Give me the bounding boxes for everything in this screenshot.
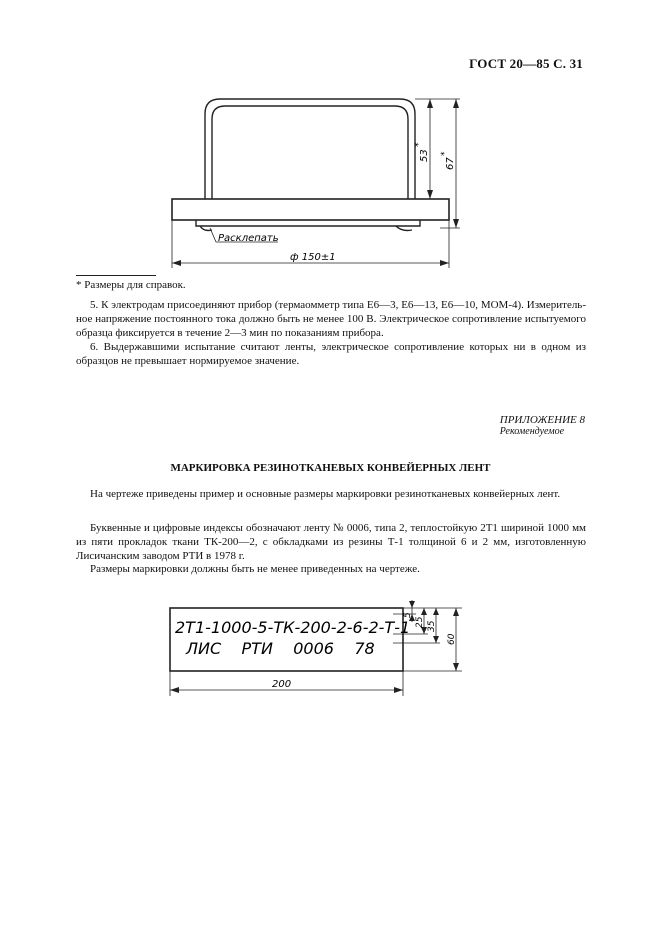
- paragraph-6: [76, 340, 586, 368]
- marking-line-2: ЛИС РТИ 0006 78: [186, 639, 375, 658]
- paragraph-5: [76, 298, 586, 340]
- appendix-title: ПРИЛОЖЕНИЕ 8: [499, 414, 585, 426]
- section-title: МАРКИРОВКА РЕЗИНОТКАНЕВЫХ КОНВЕЙЕРНЫХ ЛЕНТ: [170, 462, 491, 474]
- footnote: * Размеры для справок.: [76, 279, 186, 291]
- sizes-text: Размеры маркировки должны быть не менее приведенных на чертеже.: [90, 563, 420, 575]
- dim-35-label: 35: [427, 620, 437, 632]
- rivet-label: Расклепать: [218, 233, 279, 244]
- dim-60-label: 60: [447, 633, 457, 645]
- intro-paragraph: [76, 487, 586, 501]
- dim-25-label: 25: [415, 616, 425, 628]
- dim-67-label: 67: [445, 157, 456, 170]
- appendix-subtitle: Рекомендуемое: [499, 426, 565, 437]
- diameter-label: ф 150±1: [290, 252, 336, 263]
- footnote-divider: [76, 275, 156, 276]
- dim-53-star: *: [414, 142, 424, 147]
- indices-paragraph: [76, 521, 586, 563]
- electrode-drawing: [0, 0, 661, 290]
- sizes-paragraph: [76, 562, 586, 576]
- appendix-label: [500, 414, 585, 437]
- dim-53-label: 53: [419, 149, 430, 162]
- page-header: ГОСТ 20—85 С. 31: [469, 56, 583, 71]
- marking-drawing: [0, 590, 661, 700]
- dim-200-label: 200: [272, 679, 292, 690]
- marking-line-1: 2Т1-1000-5-ТК-200-2-6-2-Т-1: [175, 618, 411, 637]
- intro-text: На чертеже приведены пример и основные размеры маркировки резинотканевых конвейерных лент.: [90, 488, 561, 500]
- indices-text: Буквенные и цифровые индексы обозначают ленту № 0006, типа 2, теплостойкую 2Т1 шириной 1000 мм из пяти прокладок ткани ТК-200—2, с обкладками из резины Т-1 толщиной 6 и 2 мм, изготовленную Лисичанским заводом РТИ в 1978 г.: [76, 522, 586, 562]
- paragraph-5-text: 5. К электродам присоединяют прибор (термаомметр типа Е6—3, Е6—13, Е6—10, МОМ-4). Измеритель-ное напряжение постоянного тока должно быть не менее 100 В. Электрическое сопротивление испытуемого образца фиксируется в течение 2—3 мин по показаниям прибора.: [76, 299, 586, 339]
- dim-5-label: 5: [403, 612, 413, 618]
- dim-67-star: *: [440, 151, 450, 156]
- paragraph-6-text: 6. Выдержавшими испытание считают ленты, электрическое сопротивление которых ни в одном из образцов не превышает нормируемое значение.: [76, 341, 586, 367]
